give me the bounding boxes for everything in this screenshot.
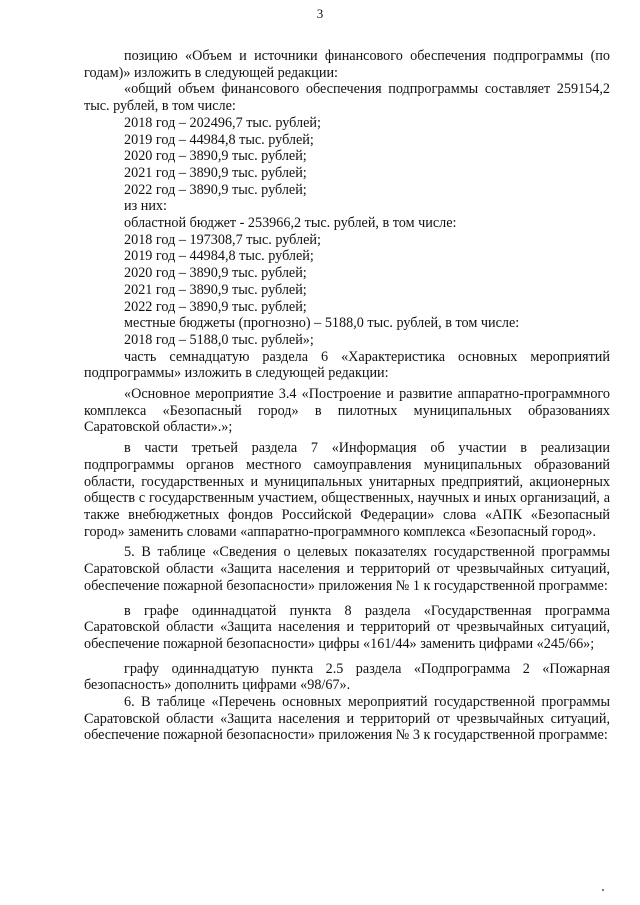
funding-breakdown [84, 115, 610, 349]
funding-line: 2019 год – 44984,8 тыс. рублей; [124, 131, 314, 148]
funding-line: 2018 год – 202496,7 тыс. рублей; [124, 114, 321, 131]
funding-line: областной бюджет - 253966,2 тыс. рублей, в том числе: [124, 215, 457, 232]
paragraph-item-6: 6. В таблице «Перечень основных мероприятий государственной программы Саратовской области «Защита населения и территорий от чрезвычайных ситуаций, обеспечение пожарной безопасности» приложения № 3 к государственной программе: [84, 694, 610, 744]
paragraph-part-3: в части третьей раздела 7 «Информация об участии в реализации подпрограммы органов местного самоуправления муниципальных образований области, государственных и муниципальных унитарных предприятий, акционерных обществ с государственным участием, общественных, научных и иных организаций, а также внебюджетных фондов Российской Федерации» слова «АПК «Безопасный город» заменить словами «аппаратно-программного комплекса «Безопасный город». [84, 440, 610, 540]
paragraph-position: позицию «Объем и источники финансового обеспечения подпрограммы (по годам)» изложить в следующей редакции: [84, 48, 610, 81]
funding-line: 2020 год – 3890,9 тыс. рублей; [124, 265, 307, 282]
scan-speck [602, 889, 604, 891]
paragraph-item-5-a: в графе одиннадцатой пункта 8 раздела «Государственная программа Саратовской области «Защита населения и территорий от чрезвычайных ситуаций, обеспечение пожарной безопасности» цифры «161/44» заменить цифрами «245/66»; [84, 602, 610, 652]
funding-line: 2021 год – 3890,9 тыс. рублей; [124, 281, 307, 298]
document-body [84, 48, 610, 744]
funding-line: 2022 год – 3890,9 тыс. рублей; [124, 298, 307, 315]
funding-line: местные бюджеты (прогнозно) – 5188,0 тыс. рублей, в том числе: [124, 315, 520, 332]
paragraph-item-5-b: графу одиннадцатую пункта 2.5 раздела «Подпрограмма 2 «Пожарная безопасность» дополнить цифрами «98/67». [84, 660, 610, 694]
paragraph-item-5: 5. В таблице «Сведения о целевых показателях государственной программы Саратовской области «Защита населения и территорий от чрезвычайных ситуаций, обеспечение пожарной безопасности» приложения № 1 к государственной программе: [84, 544, 610, 594]
funding-line: 2020 год – 3890,9 тыс. рублей; [124, 148, 307, 165]
funding-line: 2018 год – 197308,7 тыс. рублей; [124, 231, 321, 248]
funding-line: 2021 год – 3890,9 тыс. рублей; [124, 164, 307, 181]
funding-line: 2019 год – 44984,8 тыс. рублей; [124, 248, 314, 265]
paragraph-main-measure: «Основное мероприятие 3.4 «Построение и развитие аппаратно-программного комплекса «Безопасный город» в пилотных муниципальных образованиях Саратовской области».»; [84, 386, 610, 436]
paragraph-part-17: часть семнадцатую раздела 6 «Характеристика основных мероприятий подпрограммы» изложить в следующей редакции: [84, 348, 610, 382]
funding-line: из них: [124, 198, 167, 215]
funding-line: 2022 год – 3890,9 тыс. рублей; [124, 181, 307, 198]
funding-line: 2018 год – 5188,0 тыс. рублей»; [124, 331, 314, 348]
page-number: 3 [316, 6, 324, 21]
paragraph-total-volume: «общий объем финансового обеспечения подпрограммы составляет 259154,2 тыс. рублей, в том числе: [84, 81, 610, 115]
